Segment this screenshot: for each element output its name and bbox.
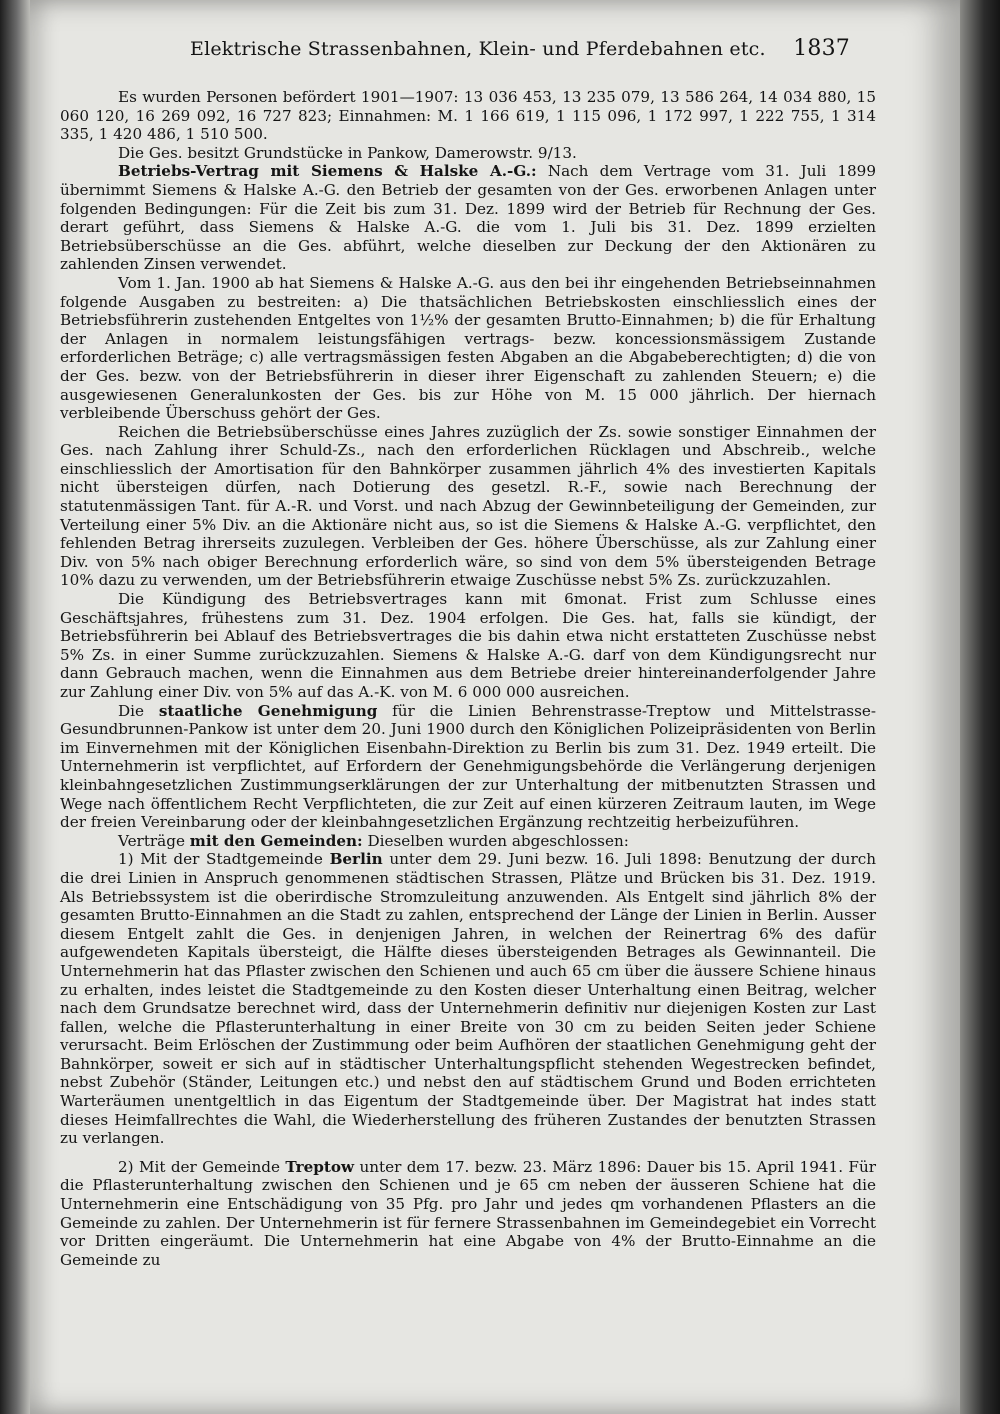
- paragraph-berlin: 1) Mit der Stadtgemeinde Berlin unter dem 29. Juni bezw. 16. Juli 1898: Benutzung der durch die drei Linien in Anspruch genommenen städtischen Strassen, Plätze und Brücken bis 31. Dez. 1919. Als Betriebssystem ist die oberirdische Stromzuleitung anzuwenden. Als Entgelt sind jährlich 8% der gesamten Brutto-Einnahmen an die Stadt zu zahlen, entsprechend der Länge der Linien in Berlin. Ausser diesem Entgelt zahlt die Ges. in denjenigen Jahren, in welchen der Reinertrag 6% des dafür aufgewendeten Kapitals übersteigt, die Hälfte dieses übersteigenden Betrages als Gewinnanteil. Die Unternehmerin hat das Pflaster zwischen den Schienen und auch 65 cm über die äussere Schiene hinaus zu erhalten, indes leistet die Stadtgemeinde zu den Kosten dieser Unterhaltung einen Beitrag, welcher nach dem Grundsatze berechnet wird, dass der Unternehmerin definitiv nur diejenigen Kosten zur Last fallen, welche die Pflasterunterhaltung in einer Breite von 30 cm zu beiden Seiten jeder Schiene verursacht. Beim Erlöschen der Zustimmung oder beim Aufhören der staatlichen Genehmigung geht der Bahnkörper, soweit er sich auf in städtischer Unterhaltungspflicht stehenden Wegestrecken befindet, nebst Zubehör (Ständer, Leitungen etc.) und nebst den auf städtischem Grund und Boden errichteten Warteräumen unentgeltlich in das Eigentum der Stadtgemeinde über. Der Magistrat hat indes statt dieses Heimfallrechtes die Wahl, die Wiederherstellung des früheren Zustandes der benutzten Strassen zu verlangen.: [60, 850, 877, 1148]
- city-name: Berlin: [329, 850, 383, 869]
- left-page-edge: [0, 0, 30, 1414]
- section-heading: Betriebs-Vertrag mit Siemens & Halske A.-G.:: [118, 162, 537, 181]
- paragraph-surplus: Reichen die Betriebsüberschüsse eines Jahres zuzüglich der Zs. sowie sonstiger Einnahmen der Ges. nach Zahlung ihrer Schuld-Zs., nach den erforderlichen Rücklagen und Abschreib., welche einschliesslich der Amortisation für den Bahnkörper zusammen jährlich 4% des investierten Kapitals nicht übersteigen dürfen, nach Dotierung des gesetzl. R.-F., sowie nach Berechnung der statutenmässigen Tant. für A.-R. und Vorst. und nach Abzug der Gewinnbeteiligung der Gemeinden, zur Verteilung einer 5% Div. an die Aktionäre nicht aus, so ist die Siemens & Halske A.-G. verpflichtet, den fehlenden Betrag ihrerseits zuzulegen. Verbleiben der Ges. höhere Überschüsse, als zur Zahlung einer Div. von 5% nach obiger Berechnung erforderlich wäre, so sind von dem 5% übersteigenden Betrage 10% dazu zu verwenden, um der Betriebsführerin etwaige Zuschüsse nebst 5% Zs. zurückzuzahlen.: [60, 422, 876, 590]
- paragraph-municipal-contracts: Verträge mit den Gemeinden: Dieselben wurden abgeschlossen:: [118, 831, 629, 850]
- paragraph-operating-contract: Betriebs-Vertrag mit Siemens & Halske A.-G.: Nach dem Vertrage vom 31. Juli 1899 übernimmt Siemens & Halske A.-G. den Betrieb der gesamten von der Ges. erworbenen Anlagen unter folgenden Bedingungen: Für die Zeit bis zum 31. Dez. 1899 wird der Betrieb für Rechnung der Ges. derart geführt, dass Siemens & Halske A.-G. die vom 1. Juli bis 31. Dez. 1899 erzielten Betriebsüberschüsse an die Ges. abführt, welche dieselben zur Deckung der den Aktionären zu zahlenden Zinsen verwendet.: [60, 162, 877, 274]
- paragraph-state-approval: Die staatliche Genehmigung für die Linien Behrenstrasse-Treptow und Mittelstrasse-Gesundbrunnen-Pankow ist unter dem 20. Juni 1900 durch den Königlichen Polizeipräsidenten von Berlin im Einvernehmen mit der Königlichen Eisenbahn-Direktion zu Berlin bis zum 31. Dez. 1949 erteilt. Die Unternehmerin ist verpflichtet, auf Erfordern der Genehmigungsbehörde die Verlängerung derjenigen kleinbahngesetzlichen Zustimmungserklärungen der zur Unterhaltung der mitbenutzten Strassen und Wege nach öffentlichem Recht Verpflichteten, die zur Zeit auf einen kürzeren Zeitraum lauten, im Wege der freien Vereinbarung oder der kleinbahngesetzlichen Ergänzung rechtzeitig herbeizuführen.: [60, 701, 876, 832]
- paragraph-termination: Die Kündigung des Betriebsvertrages kann mit 6monat. Frist zum Schlusse eines Geschäftsjahres, frühestens zum 31. Dez. 1904 erfolgen. Die Ges. hat, falls sie kündigt, der Betriebsführerin bei Ablauf des Betriebsvertrages die bis dahin etwa nicht erstatteten Zuschüsse nebst 5% Zs. in einer Summe zurückzuzahlen. Siemens & Halske A.-G. darf von dem Kündigungsrecht nur dann Gebrauch machen, wenn die Einnahmen aus dem Betriebe dreier hintereinanderfolgender Jahre zur Zahlung einer Div. von 5% auf das A.-K. von M. 6 000 000 ausreichen.: [60, 590, 876, 701]
- running-header: [190, 36, 850, 66]
- paragraph-treptow: 2) Mit der Gemeinde Treptow unter dem 17. bezw. 23. März 1896: Dauer bis 15. April 1941. Für die Pflasterunterhaltung zwischen den Schienen und je 65 cm neben der äusseren Schiene hat die Unternehmerin eine Entschädigung von 35 Pfg. pro Jahr und jedes qm vorhandenen Pflasters an die Gemeinde zu zahlen. Der Unternehmerin ist für fernere Strassenbahnen im Gemeindegebiet ein Vorrecht vor Dritten eingeräumt. Die Unternehmerin hat eine Abgabe von 4% der Brutto-Einnahme an die Gemeinde zu: [60, 1157, 876, 1269]
- page-body: [60, 88, 876, 1269]
- right-page-edge: [960, 0, 1000, 1414]
- page-number: 1837: [793, 36, 850, 61]
- section-heading: mit den Gemeinden:: [189, 831, 363, 850]
- paragraph-property: Die Ges. besitzt Grundstücke in Pankow, Damerowstr. 9/13.: [118, 143, 577, 162]
- paragraph-expenses: Vom 1. Jan. 1900 ab hat Siemens & Halske A.-G. aus den bei ihr eingehenden Betriebseinnahmen folgende Ausgaben zu bestreiten: a) Die thatsächlichen Betriebskosten einschliesslich eines der Betriebsführerin zustehenden Entgeltes von 1½% der gesamten Brutto-Einnahmen; b) die für Erhaltung der Anlagen in normalem leistungsfähigen vertrags- bezw. koncessionsmässigem Zustande erforderlichen Beträge; c) alle vertragsmässigen festen Abgaben an die Abgabeberechtigten; d) die von der Ges. bezw. von der Betriebsführerin in dieser ihrer Eigenschaft zu zahlenden Steuern; e) die ausgewiesenen Generalunkosten der Ges. bis zur Höhe von M. 15 000 jährlich. Der hiernach verbleibende Überschuss gehört der Ges.: [60, 273, 876, 423]
- section-heading: staatliche Genehmigung: [158, 701, 378, 720]
- paragraph-passengers: Es wurden Personen befördert 1901—1907: 13 036 453, 13 235 079, 13 586 264, 14 034 880, 15 060 120, 16 269 092, 16 727 823; Einnahmen: M. 1 166 619, 1 115 096, 1 172 997, 1 222 755, 1 314 335, 1 420 486, 1 510 500.: [60, 88, 876, 144]
- city-name: Treptow: [285, 1157, 355, 1176]
- header-title: Elektrische Strassenbahnen, Klein- und Pferdebahnen etc.: [190, 38, 766, 60]
